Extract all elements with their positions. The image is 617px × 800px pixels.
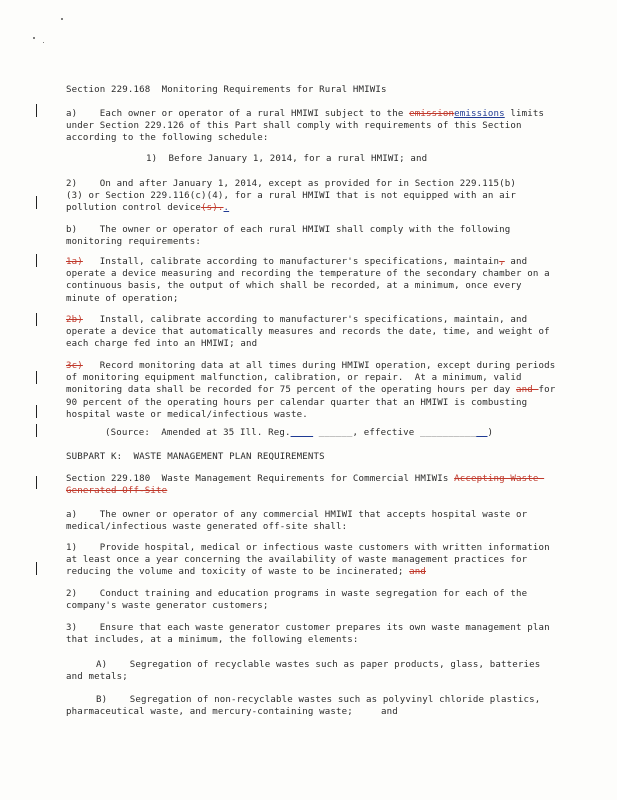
- paragraph-label: a): [66, 109, 78, 119]
- deleted-text: (s).: [201, 203, 224, 214]
- revision-bar: [36, 254, 37, 267]
- item-label: 2b): [66, 315, 83, 325]
- schedule-item-2: [66, 178, 522, 215]
- deleted-text: ,: [499, 257, 505, 267]
- section-heading-229-180: [66, 473, 556, 497]
- paragraph-a-commercial: a) The owner or operator of any commercial HMIWI that accepts hospital waste or medical/infectious waste generated off-site shall:: [66, 510, 533, 533]
- inserted-text: ____: [290, 428, 314, 438]
- inserted-text: __: [476, 428, 488, 438]
- paragraph-b-monitoring: b) The owner or operator of each rural HMIWI shall comply with the following monitoring requirements:: [66, 225, 516, 248]
- commercial-item-3-B: B) Segregation of non-recyclable wastes such as polyvinyl chloride plastics, pharmaceutical waste, and mercury-containing waste; and: [66, 695, 546, 718]
- paragraph-text: 2) On and after January 1, 2014, except as provided for in Section 229.115(b)(3) or Section 229.116(c)(4), for a rural HMIWI that is not equipped with an air pollution control device: [66, 179, 522, 214]
- source-text: , effective: [352, 428, 420, 438]
- inserted-text: .: [223, 203, 230, 214]
- paragraph-text: 1) Provide hospital, medical or infectious waste customers with written information at least once a year concerning the availability of waste management practices for reducing the volume and toxicity of waste to be incinerated;: [66, 543, 556, 578]
- commercial-item-3-A: A) Segregation of recyclable wastes such as paper products, glass, batteries and metals;: [66, 660, 546, 683]
- revision-bar: [36, 424, 37, 437]
- deleted-text: Accepting Waste Generated Off-Site: [66, 474, 545, 497]
- commercial-item-2: 2) Conduct training and education programs in waste segregation for each of the company's waste generator customers;: [66, 589, 533, 612]
- scan-speck: [33, 37, 35, 39]
- revision-bar: [36, 476, 37, 489]
- revision-bar: [36, 313, 37, 326]
- commercial-item-3: 3) Ensure that each waste generator customer prepares its own waste management plan that includes, at a minimum, the following elements:: [66, 623, 556, 646]
- paragraph-text: Record monitoring data at all times during HMIWI operation, except during periods of monitoring equipment malfunction, calibration, or repair. At a minimum, valid monitoring data shall be recorded for 75 percent of the operating hours per day: [66, 361, 561, 396]
- schedule-item-1: 1) Before January 1, 2014, for a rural HMIWI; and: [146, 154, 428, 164]
- paragraph-text: limits under Section 229.126 of this Part shall comply with requirements of this Section according to the following schedule:: [66, 109, 550, 144]
- revision-bar: [36, 196, 37, 209]
- revision-bar: [36, 104, 37, 117]
- paragraph-text: Install, calibrate according to manufacturer's specifications, maintain: [82, 257, 500, 267]
- paragraph-text: for 90 percent of the operating hours per calendar quarter that an HMIWI is combusting hospital waste or medical/infectious waste.: [66, 385, 561, 420]
- source-text: ): [487, 428, 494, 438]
- inserted-text: emissions: [454, 109, 505, 119]
- paragraph-a-rural: [66, 108, 552, 145]
- paragraph-text: Install, calibrate according to manufacturer's specifications, maintain, and operate a device that automatically measures and records the date, time, and weight of each charge fed into an HMIWI; and: [66, 315, 556, 350]
- commercial-item-1: [66, 542, 556, 579]
- deleted-text: and: [409, 567, 426, 578]
- revision-bar: [36, 405, 37, 418]
- scan-speck: [61, 18, 63, 20]
- paragraph-text: Each owner or operator of a rural HMIWI subject to the: [77, 109, 410, 119]
- monitoring-item-1: [66, 256, 556, 305]
- item-label: 1a): [66, 257, 83, 267]
- deleted-text: emission: [409, 109, 455, 119]
- section-heading-229-168: Section 229.168 Monitoring Requirements for Rural HMIWIs: [66, 85, 387, 95]
- heading-text: Section 229.180 Waste Management Requirements for Commercial HMIWIs: [66, 474, 455, 484]
- paragraph-text: and operate a device measuring and recording the temperature of the secondary chamber on a continuous basis, the output of which shall be recorded, at a minimum, once every minute of operation;: [66, 257, 556, 304]
- source-text: (Source: Amended at 35 Ill. Reg.: [105, 428, 291, 438]
- item-label: 3c): [66, 361, 83, 371]
- monitoring-item-2: [66, 314, 556, 351]
- deleted-text: and: [516, 385, 539, 396]
- subpart-heading: SUBPART K: WASTE MANAGEMENT PLAN REQUIREMENTS: [66, 452, 325, 462]
- source-note: [105, 427, 575, 439]
- revision-bar: [36, 371, 37, 384]
- scan-speck: [43, 42, 44, 43]
- monitoring-item-3: [66, 360, 561, 421]
- blank-line: __________: [420, 428, 477, 438]
- revision-bar: [36, 562, 37, 575]
- blank-line: ______: [313, 428, 353, 438]
